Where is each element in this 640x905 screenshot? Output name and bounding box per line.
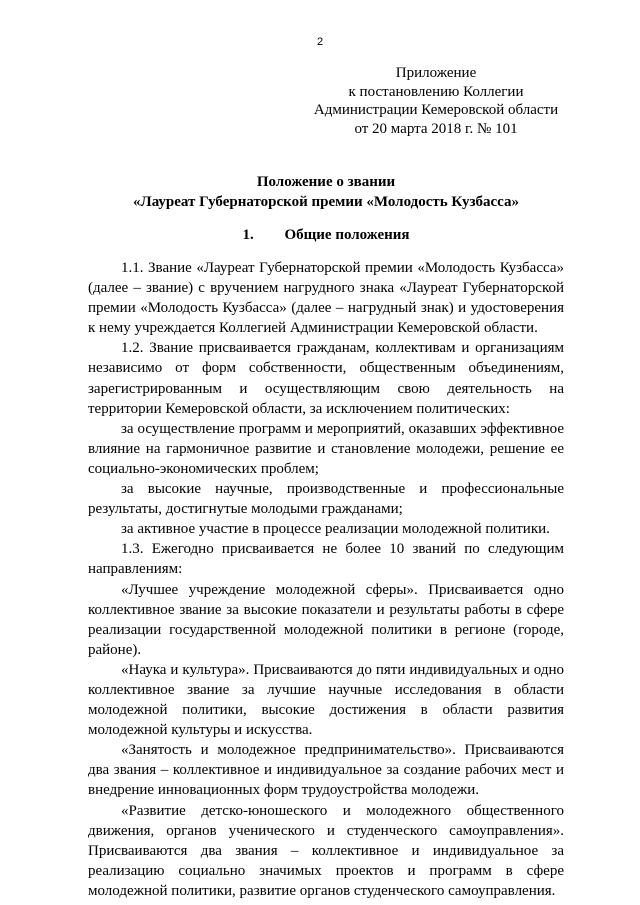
paragraph-1-3: 1.3. Ежегодно присваивается не более 10 званий по следующим направлениям: — [88, 541, 564, 578]
paragraph-criterion-participation: за активное участие в процессе реализации молодежной политики. — [121, 521, 550, 538]
appendix-line-2: к постановлению Коллегии — [348, 83, 524, 100]
appendix-block — [300, 64, 572, 138]
title-line-1: Положение о звании — [256, 174, 396, 190]
appendix-line-3: Администрации Кемеровской области — [313, 102, 559, 118]
paragraph-1-1: 1.1. Звание «Лауреат Губернаторской премии «Молодость Кузбасса» (далее – звание) с вручением нагрудного знака «Лауреат Губернаторской премии «Молодость Кузбасса» (далее – нагрудный знак) и удостоверения к нему учреждается Коллегией Администрации Кемеровской области. — [88, 260, 564, 337]
paragraph-criterion-programs: за осуществление программ и мероприятий, оказавших эффективное влияние на гармоничное развитие и становление молодежи, решение ее социально-экономических проблем; — [88, 420, 564, 477]
paragraph-nomination-best-institution: «Лучшее учреждение молодежной сферы». Присваивается одно коллективное звание за высокие показатели и результаты работы в сфере реализации государственной молодежной политики в регионе (городе, районе). — [88, 581, 564, 658]
document-title — [70, 172, 582, 212]
appendix-line-4: от 20 марта 2018 г. № 101 — [354, 120, 518, 137]
appendix-line-1: Приложение — [395, 65, 477, 81]
section-title: Общие положения — [284, 227, 410, 243]
paragraph-1-2: 1.2. Звание присваивается гражданам, коллективам и организациям независимо от форм собственности, общественным объединениям, зарегистрированным и осуществляющим свою деятельность на территории Кемеровской области, за исключением политических: — [88, 340, 564, 417]
paragraph-nomination-employment: «Занятость и молодежное предпринимательство». Присваиваются два звания – коллективное и индивидуальное за создание рабочих мест и внедрение инновационных форм трудоустройства молодежи. — [88, 742, 564, 799]
paragraph-nomination-science-culture: «Наука и культура». Присваиваются до пяти индивидуальных и одно коллективное звание за лучшие научные исследования в области молодежной политики, высокие достижения в области развития молодежной культуры и искусства. — [88, 661, 564, 739]
paragraph-criterion-results: за высокие научные, производственные и профессиональные результаты, достигнутые молодыми гражданами; — [88, 481, 564, 518]
section-heading — [70, 225, 582, 245]
body-text — [88, 258, 564, 901]
page-number: 2 — [316, 36, 324, 48]
section-number: 1. — [242, 227, 254, 243]
title-line-2: «Лауреат Губернаторской премии «Молодость Кузбасса» — [133, 194, 519, 210]
paragraph-nomination-youth-movement: «Развитие детско-юношеского и молодежного общественного движения, органов ученического и студенческого самоуправления». Присваиваются два звания – коллективное и индивидуальное за реализацию социально значимых проектов и программ в сфере молодежной политики, развитие органов студенческого самоуправления. — [88, 802, 564, 899]
